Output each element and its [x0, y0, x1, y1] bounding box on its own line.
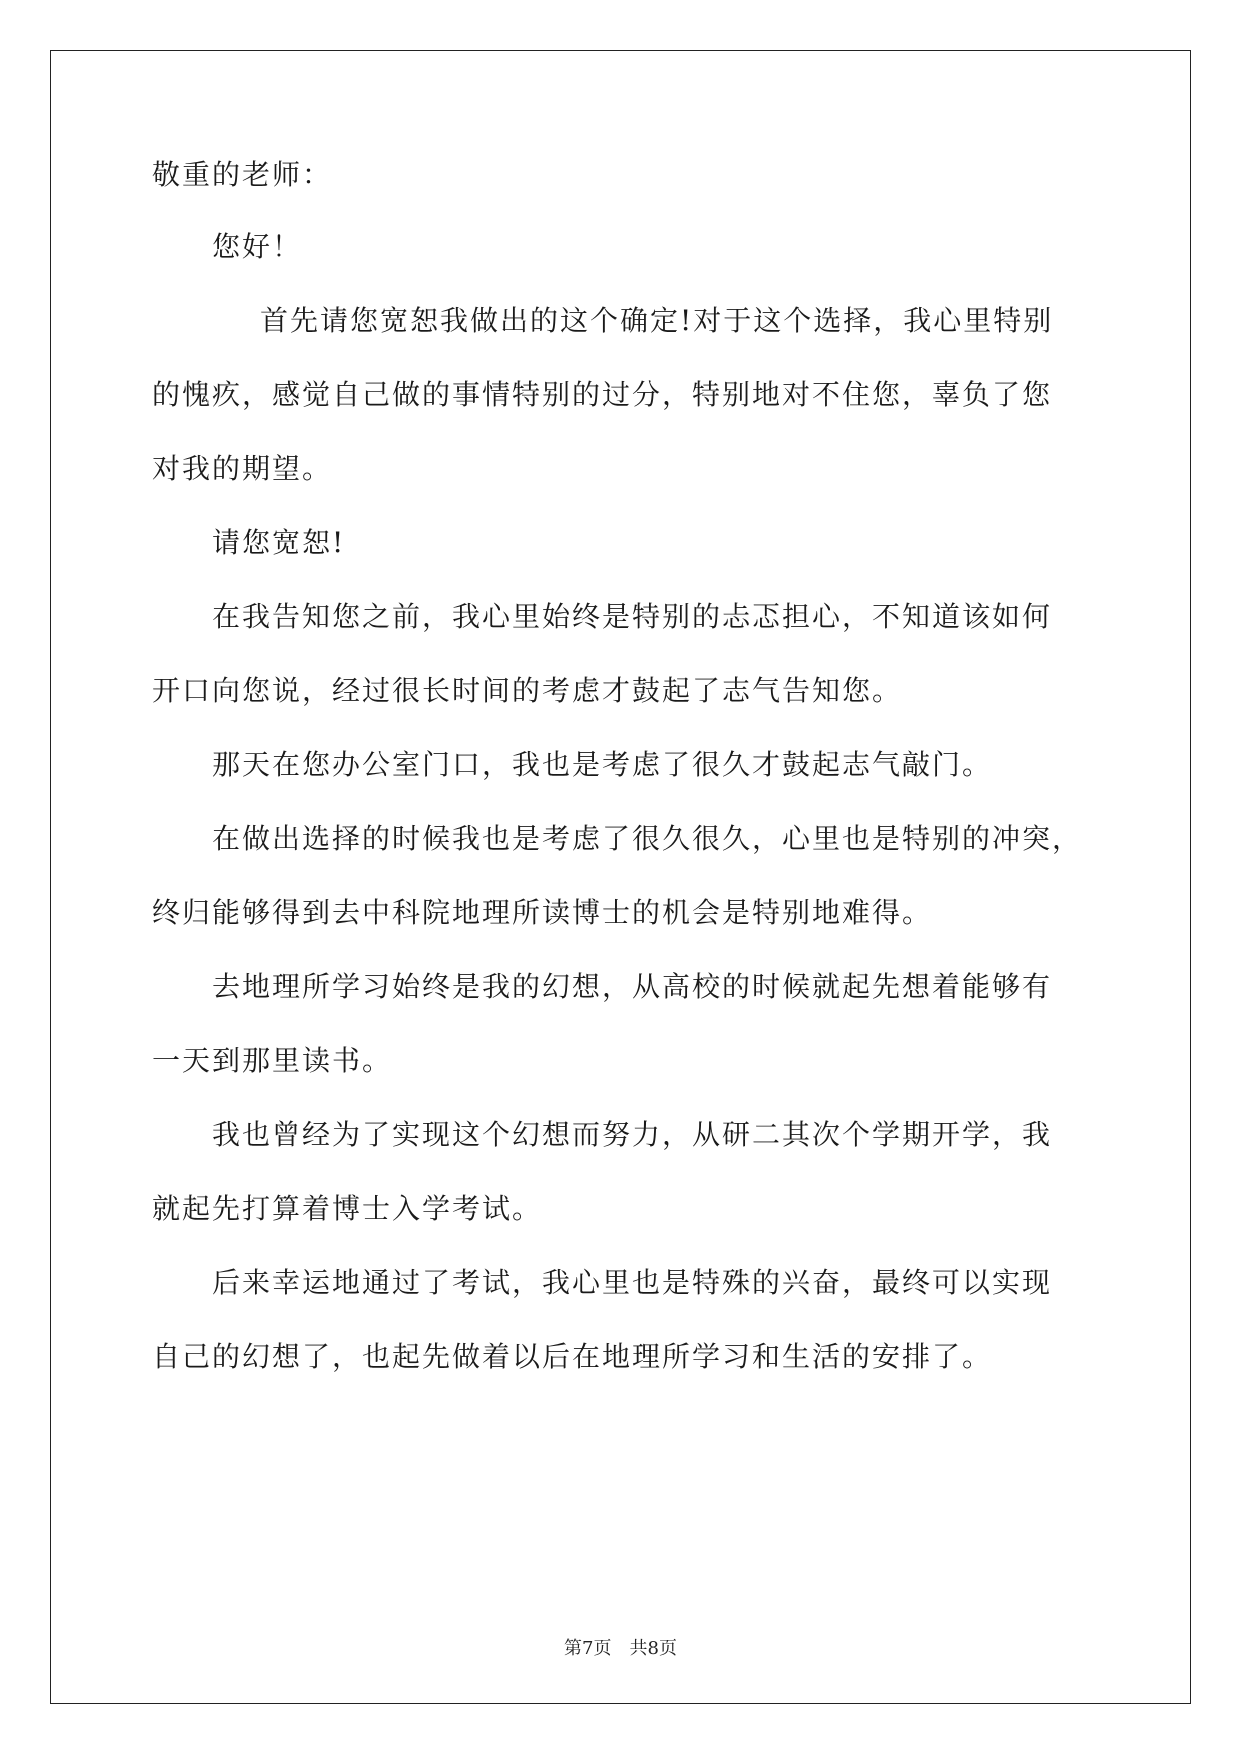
page-number-current: 第7页 [564, 1638, 612, 1659]
page-border [50, 50, 1191, 1704]
page-footer [0, 1637, 1241, 1661]
letter-line-7: 开口向您说，经过很长时间的考虑才鼓起了志气告知您。 [152, 674, 903, 707]
letter-line-13: 我也曾经为了实现这个幻想而努力，从研二其次个学期开学，我 [212, 1118, 1053, 1151]
letter-line-2: 首先请您宽恕我做出的这个确定!对于这个选择，我心里特别 [260, 304, 1054, 337]
letter-line-11: 去地理所学习始终是我的幻想，从高校的时候就起先想着能够有 [212, 970, 1053, 1003]
letter-line-4: 对我的期望。 [152, 452, 333, 485]
letter-line-10: 终归能够得到去中科院地理所读博士的机会是特别地难得。 [152, 896, 933, 929]
letter-line-16: 自己的幻想了，也起先做着以后在地理所学习和生活的安排了。 [152, 1340, 993, 1373]
letter-line-3: 的愧疚，感觉自己做的事情特别的过分，特别地对不住您，辜负了您 [152, 378, 1053, 411]
salutation: 敬重的老师： [152, 158, 333, 191]
page-number-total: 共8页 [629, 1638, 677, 1659]
letter-line-12: 一天到那里读书。 [152, 1044, 393, 1077]
letter-line-5: 请您宽恕! [212, 526, 346, 559]
letter-line-15: 后来幸运地通过了考试，我心里也是特殊的兴奋，最终可以实现 [212, 1266, 1053, 1299]
letter-line-1: 您好！ [212, 230, 303, 263]
letter-line-6: 在我告知您之前，我心里始终是特别的忐忑担心，不知道该如何 [212, 600, 1053, 633]
letter-line-14: 就起先打算着博士入学考试。 [152, 1192, 543, 1225]
letter-line-8: 那天在您办公室门口，我也是考虑了很久才鼓起志气敲门。 [212, 748, 993, 781]
letter-line-9: 在做出选择的时候我也是考虑了很久很久，心里也是特别的冲突， [212, 822, 1083, 855]
